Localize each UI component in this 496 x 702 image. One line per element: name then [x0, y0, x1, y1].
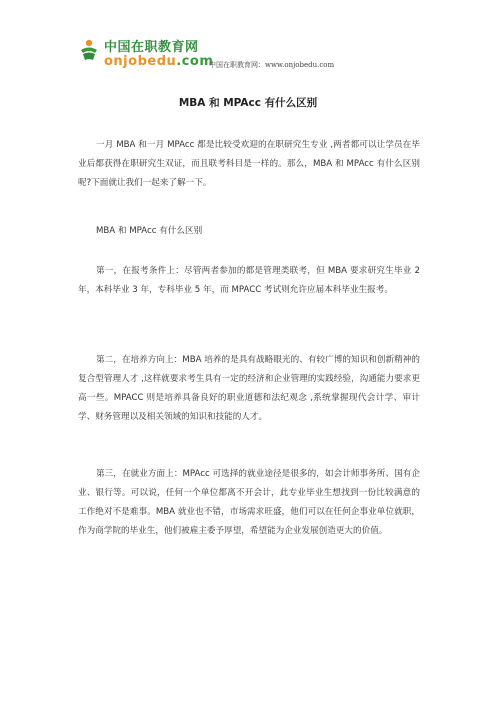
logo-en-prefix: onjobedu [104, 54, 177, 69]
logo-text-en [104, 54, 213, 69]
site-header [78, 36, 378, 76]
section-subheading: MBA 和 MPAcc 有什么区别 [96, 226, 203, 236]
article-title: MBA 和 MPAcc 有什么区别 [178, 97, 318, 109]
paragraph-first: 第一，在报考条件上：尽管两者参加的都是管理类联考，但 MBA 要求研究生毕业 2 年，本科毕业 3 年，专科毕业 5 年，而 MPACC 考试则允许应届本科毕业生报考。 [78, 266, 420, 295]
paragraph-second: 第二，在培养方向上：MBA 培养的是具有战略眼光的、有较广博的知识和创新精神的复合型管理人才 ,这样就要求考生具有一定的经济和企业管理的实践经验，沟通能力要求更高一些。MPACC 则是培养具备良好的职业道德和法纪观念 ,系统掌握现代会计学、审计学、财务管理以及相关领域的知识和技能的人才。 [78, 355, 420, 422]
intro-paragraph: 一月 MBA 和一月 MPAcc 都是比较受欢迎的在职研究生专业 ,两者都可以让学员在毕业后都获得在职研究生双证，而且联考科目是一样的。那么，MBA 和 MPAcc 有什么区别呢?下面就让我们一起来了解一下。 [78, 140, 420, 188]
logo-en-suffix: .com [176, 54, 214, 69]
logo-icon [78, 38, 100, 62]
logo-text-cn: 中国在职教育网 [104, 40, 199, 55]
site-url[interactable]: 中国在职教育网：www.onjobedu.com [209, 61, 335, 69]
paragraph-third: 第三，在就业方面上：MPAcc 可选择的就业途径是很多的，如会计师事务所、国有企业、银行等。可以说，任何一个单位都离不开会计，此专业毕业生想找到一份比较满意的工作绝对不是难事。MBA 就业也不错，市场需求旺盛，他们可以在任何企事业单位就职，作为商学院的毕业生，他们被雇主委予厚望，希望能为企业发展创造更大的价值。 [78, 469, 420, 536]
